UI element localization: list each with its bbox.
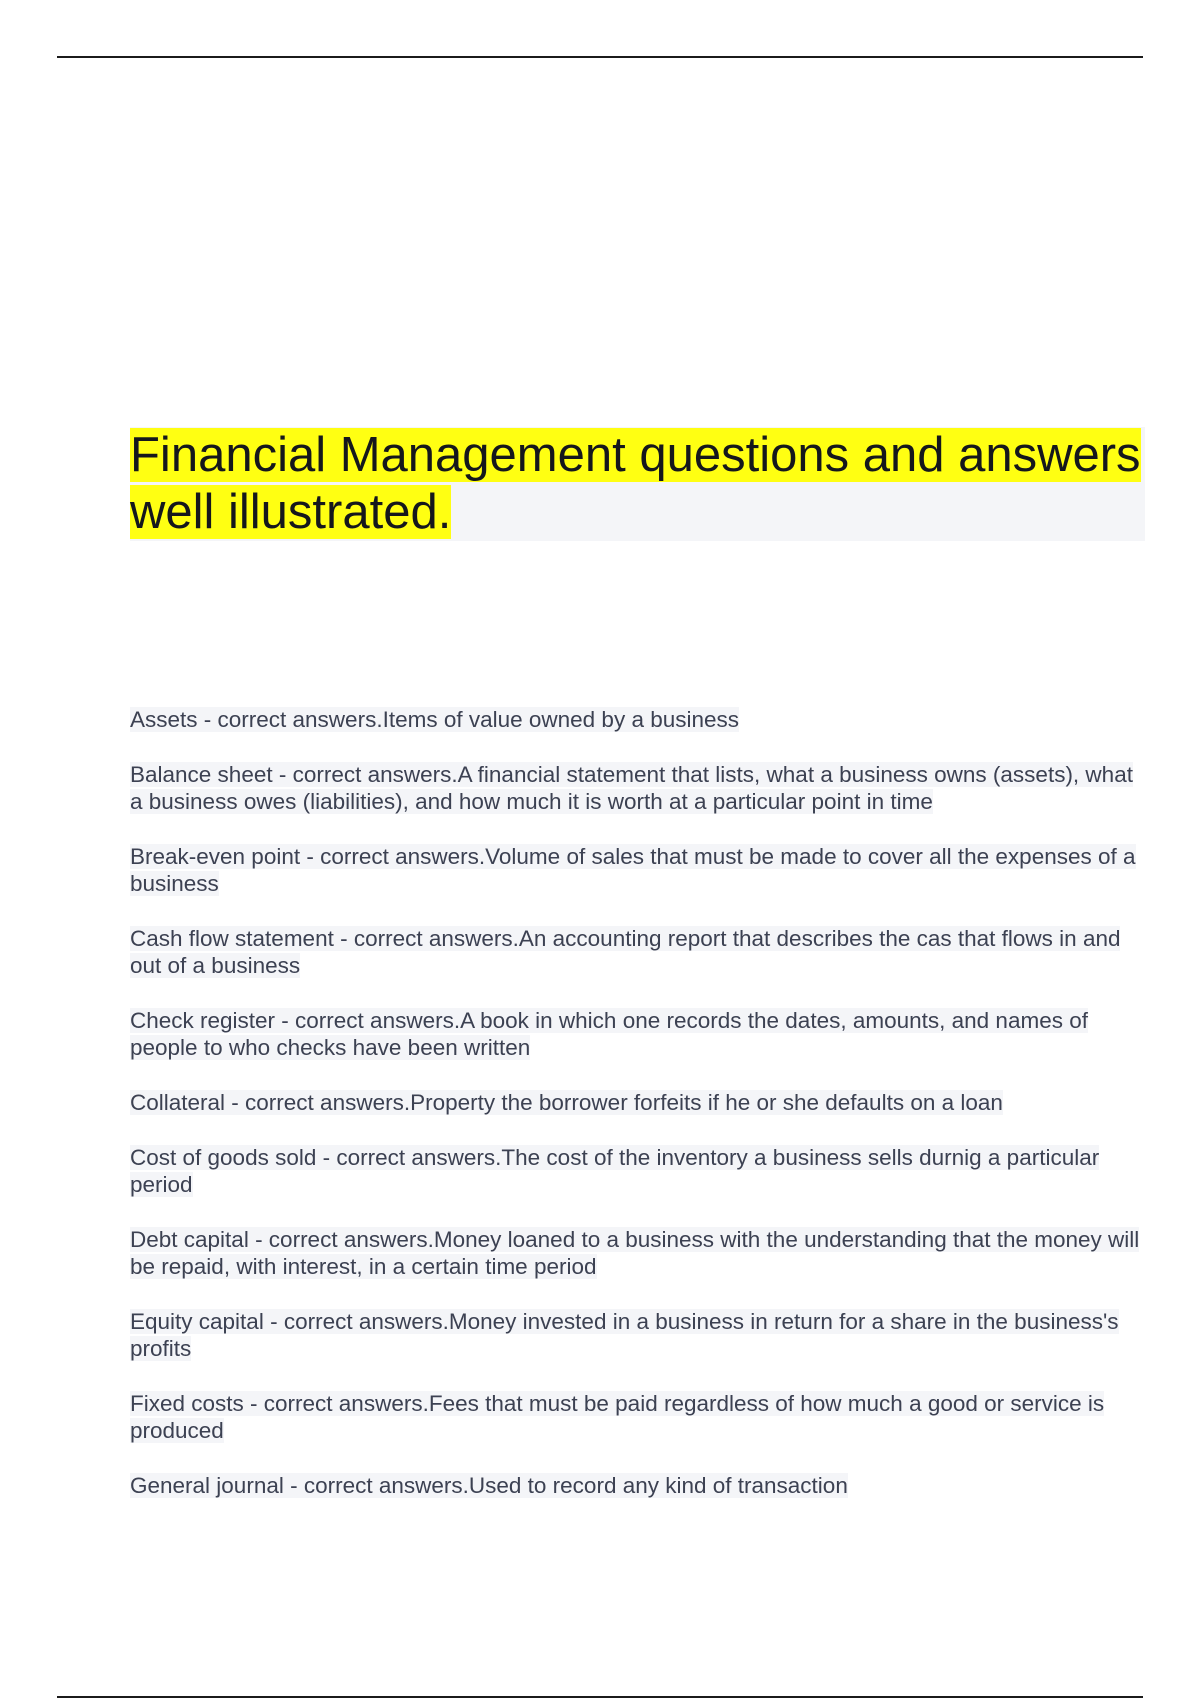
qa-list: [130, 706, 1140, 1527]
title-highlight: Financial Management questions and answers well illustrated.: [130, 428, 1141, 539]
qa-entry: [130, 1472, 1140, 1499]
qa-entry: [130, 1007, 1140, 1061]
document-title: [130, 427, 1145, 541]
qa-entry: [130, 1144, 1140, 1198]
qa-entry: [130, 706, 1140, 733]
qa-entry-text: Cost of goods sold - correct answers.The cost of the inventory a business sells durnig a particular period: [130, 1145, 1100, 1197]
top-rule: [57, 56, 1143, 58]
qa-entry-text: Break-even point - correct answers.Volume of sales that must be made to cover all the expenses of a business: [130, 844, 1136, 896]
qa-entry-text: Equity capital - correct answers.Money invested in a business in return for a share in the business's profits: [130, 1309, 1119, 1361]
qa-entry: [130, 843, 1140, 897]
qa-entry: [130, 1390, 1140, 1444]
qa-entry-text: Debt capital - correct answers.Money loaned to a business with the understanding that the money will be repaid, with interest, in a certain time period: [130, 1227, 1140, 1279]
qa-entry-text: Fixed costs - correct answers.Fees that must be paid regardless of how much a good or service is produced: [130, 1391, 1105, 1443]
qa-entry-text: Assets - correct answers.Items of value owned by a business: [130, 707, 740, 732]
qa-entry: [130, 925, 1140, 979]
qa-entry-text: Balance sheet - correct answers.A financial statement that lists, what a business owns (assets), what a business owes (liabilities), and how much it is worth at a particular point in time: [130, 762, 1133, 814]
qa-entry-text: Collateral - correct answers.Property the borrower forfeits if he or she defaults on a loan: [130, 1090, 1003, 1115]
qa-entry: [130, 1308, 1140, 1362]
bottom-rule: [57, 1696, 1143, 1698]
qa-entry-text: Cash flow statement - correct answers.An accounting report that describes the cas that flows in and out of a business: [130, 926, 1121, 978]
qa-entry: [130, 1226, 1140, 1280]
qa-entry-text: Check register - correct answers.A book in which one records the dates, amounts, and names of people to who checks have been written: [130, 1008, 1088, 1060]
qa-entry-text: General journal - correct answers.Used to record any kind of transaction: [130, 1473, 848, 1498]
qa-entry: [130, 761, 1140, 815]
qa-entry: [130, 1089, 1140, 1116]
